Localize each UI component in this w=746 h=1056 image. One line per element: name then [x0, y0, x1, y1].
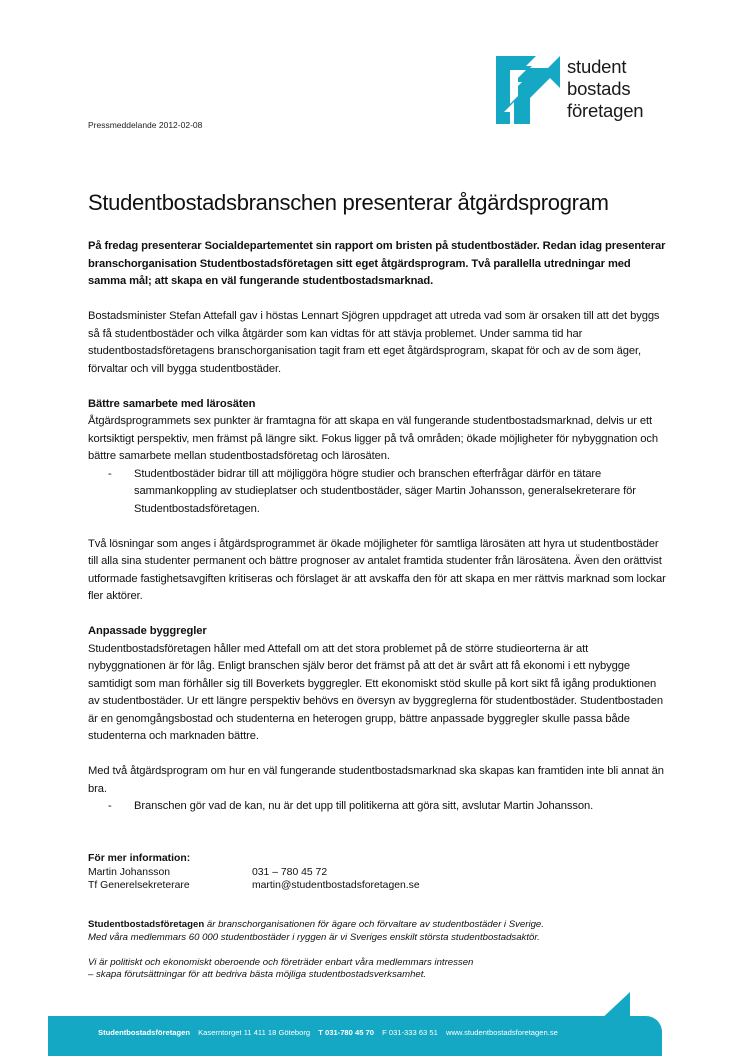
- about-line-4: – skapa förutsättningar för att bedriva bästa möjliga studentbostadsverksamhet.: [88, 969, 427, 981]
- logo-line-2: bostads: [567, 78, 631, 99]
- about-organisation: [88, 919, 648, 982]
- contact-heading: För mer information:: [88, 853, 191, 864]
- paragraph-1: Bostadsminister Stefan Attefall gav i höstas Lennart Sjögren uppdraget att utreda vad som är orsaken till att det byggs så få studentbostäder och vilka åtgärder som kan vidtas för att stävja problemet. Under samma tid har studentbostadsföretagens branschorganisation tagit fram ett eget åtgärdsprogram, skapat för och av de som äger, förvaltar och vill bygga studentbostäder.: [88, 310, 660, 375]
- contact-role: Tf Generelsekreterare: [88, 880, 190, 891]
- paragraph-3: Två lösningar som anges i åtgärdsprogrammet är ökade möjligheter för samtliga lärosäten att hyra ut studentbostäder till alla sina studenter permanent och bättre prognoser av antalet framtida studenter från lärosätena. Även den orättvist utformade fastighetsavgiften kritiseras och förslaget är att avskaffa den för att skapa en mer rättvis marknad som lockar fler aktörer.: [88, 537, 666, 602]
- about-org-name: Studentbostadsföretagen: [88, 919, 205, 930]
- footer-web-link[interactable]: www.studentbostadsforetagen.se: [445, 1028, 558, 1037]
- page-title: Studentbostadsbranschen presenterar åtgärdsprogram: [88, 190, 609, 215]
- contact-phone: 031 – 780 45 72: [252, 866, 328, 878]
- footer-address: Kaserntorget 11 411 18 Göteborg: [198, 1028, 311, 1037]
- footer-org: Studentbostadsföretagen: [98, 1028, 190, 1037]
- logo: [496, 56, 666, 128]
- section-heading-2: Anpassade byggregler: [88, 625, 207, 637]
- quote-bullet-1: [108, 466, 668, 519]
- about-line-3: Vi är politiskt och ekonomiskt oberoende och företräder enbart våra medlemmars intressen: [88, 956, 474, 968]
- contact-email[interactable]: martin@studentbostadsforetagen.se: [252, 880, 420, 891]
- quote-bullet-2: [108, 798, 668, 816]
- bullet-dash: -: [108, 467, 112, 480]
- paragraph-5: Med två åtgärdsprogram om hur en väl fungerande studentbostadsmarknad ska skapas kan framtiden inte bli annat än bra.: [88, 765, 664, 795]
- logo-line-1: student: [567, 56, 627, 77]
- contact-info: [88, 852, 488, 893]
- about-line-2: Med våra medlemmars 60 000 studentbostäder i ryggen är vi Sveriges enskilt största studentbostadsaktör.: [88, 931, 540, 943]
- quote-text-1: Studentbostäder bidrar till att möjliggöra högre studier och branschen efterfrågar därför en tätare sammankoppling av studieplatser och studentbostäder, säger Martin Johansson, generalsekreterare för Studentbostadsföretagen.: [134, 467, 636, 515]
- footer-phone: T 031-780 45 70: [318, 1028, 374, 1037]
- press-date: Pressmeddelande 2012-02-08: [88, 120, 203, 130]
- logo-line-3: företagen: [567, 100, 644, 121]
- footer-fax: F 031-333 63 51: [382, 1028, 438, 1037]
- logo-wordmark: [567, 56, 643, 122]
- paragraph-4: Studentbostadsföretagen håller med Attefall om att det stora problemet på de större studieorterna är att nybyggnationen är för låg. Enligt branschen själv beror det främst på att det är svårt att få ekonomi i ett nybygge samtidigt som man förhåller sig till Boverkets byggregler. Ett ekonomiskt stöd skulle på kort sikt få igång produktionen av studentbostäder. Ur ett längre perspektiv behövs en översyn av byggreglerna för studentbostäder. Studentbostaden är en genomgångsbostad och studenterna en heterogen grupp, bättre anpassade byggregler skulle passa både studenterna och marknaden bättre.: [88, 642, 663, 742]
- bullet-dash: -: [108, 800, 112, 812]
- article-body: [88, 238, 668, 816]
- quote-text-2: Branschen gör vad de kan, nu är det upp till politikerna att göra sitt, avslutar Martin Johansson.: [134, 800, 594, 812]
- logo-arrow-icon: [496, 56, 560, 124]
- section-heading-1: Bättre samarbete med lärosäten: [88, 397, 256, 410]
- footer-bar: [48, 1016, 662, 1056]
- contact-name: Martin Johansson: [88, 866, 171, 878]
- lead-paragraph: På fredag presenterar Socialdepartementet sin rapport om bristen på studentbostäder. Redan idag presenterar branschorganisation Studentbostadsföretagen sitt eget åtgärdsprogram. Två parallella utredningar med samma mål; att skapa en väl fungerande studentbostadsmarknad.: [88, 240, 666, 287]
- paragraph-2: Åtgärdsprogrammets sex punkter är framtagna för att skapa en väl fungerande studentbostadsmarknad, delvis ur ett kortsiktigt perspektiv, men främst på längre sikt. Fokus ligger på två områden; ökade möjligheter för nybyggnation och bättre samarbete mellan studentbostadsföretag och lärosäten.: [88, 415, 659, 462]
- about-line-1: är branschorganisationen för ägare och förvaltare av studentbostäder i Sverige.: [204, 919, 544, 930]
